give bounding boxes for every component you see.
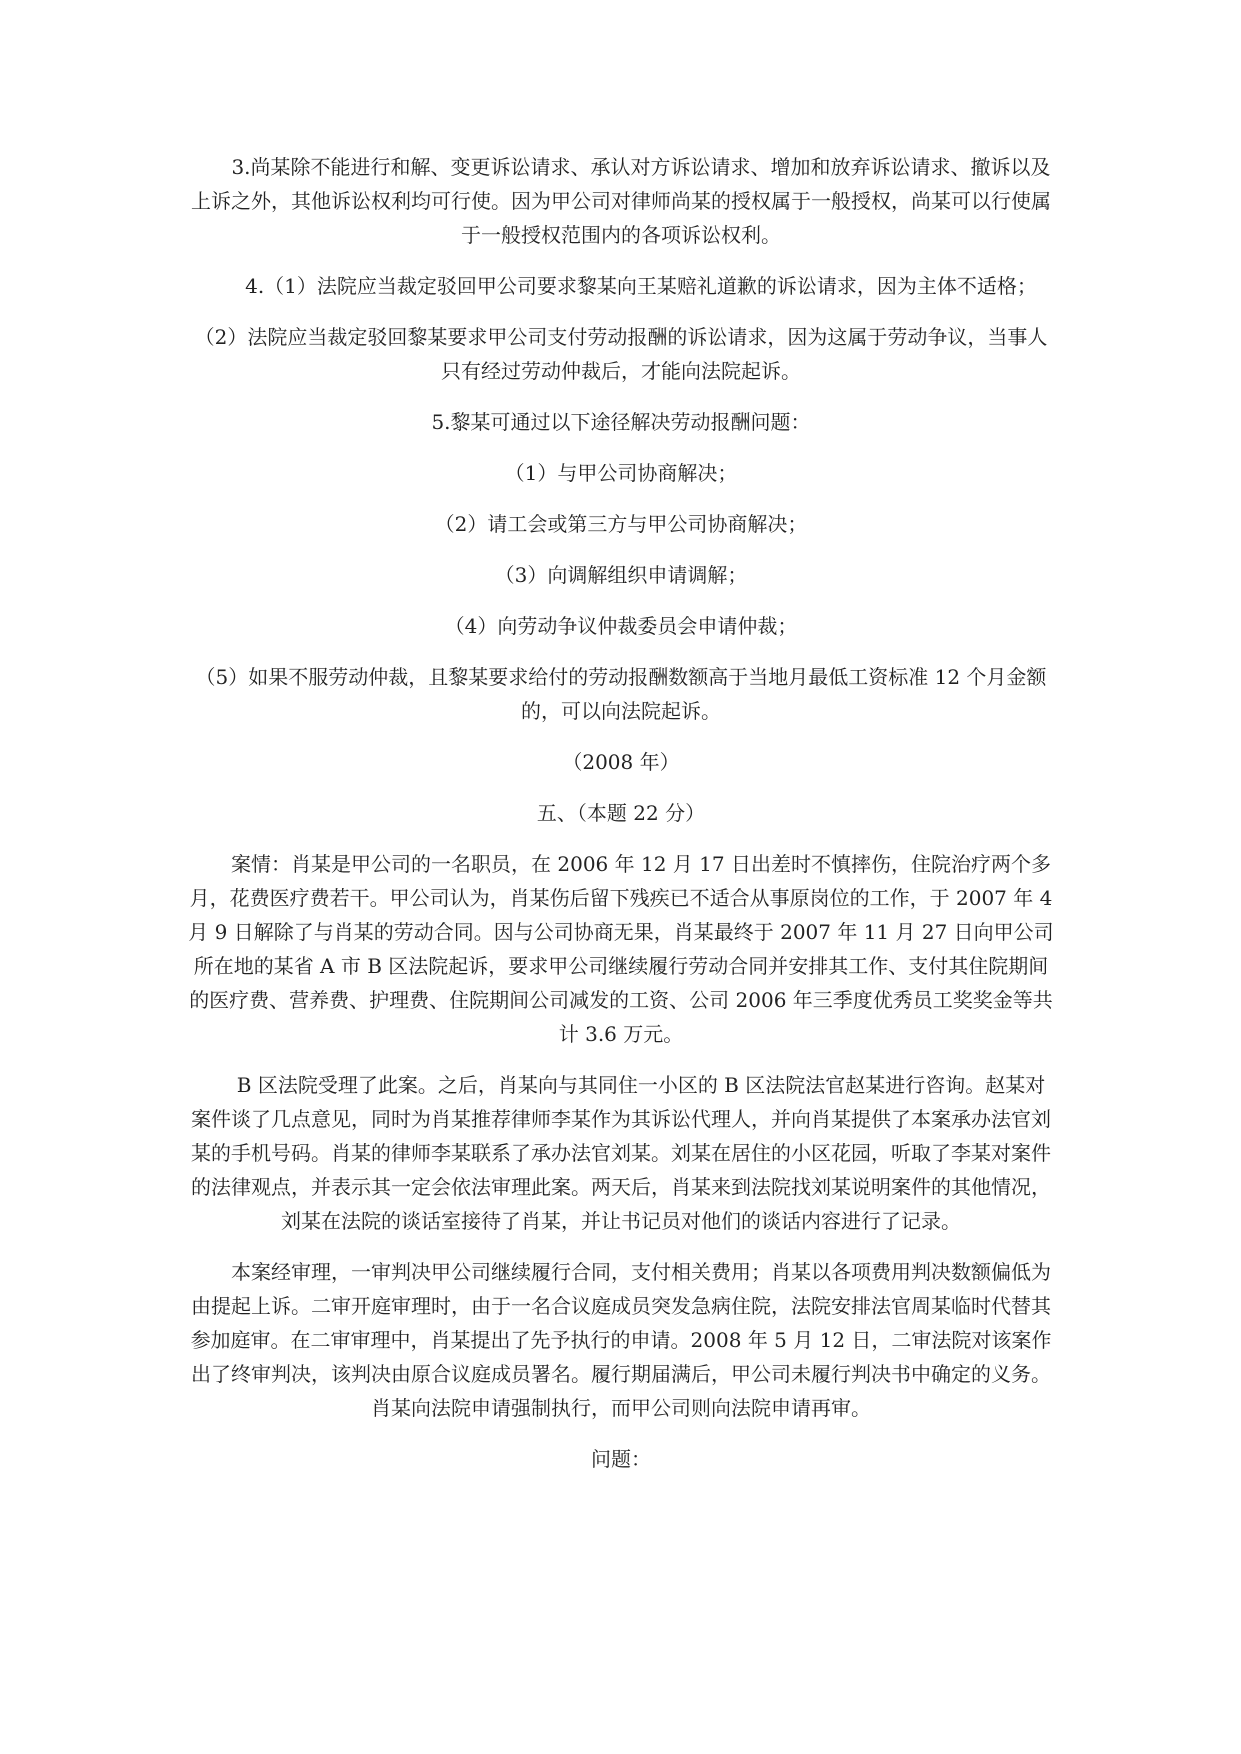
document-page [188,150,1054,1476]
answer-5-item-2: （2）请工会或第三方与甲公司协商解决； [434,512,808,536]
case-facts-paragraph-3: 本案经审理，一审判决甲公司继续履行合同，支付相关费用；肖某以各项费用判决数额偏低为由提起上诉。二审开庭审理时，由于一名合议庭成员突发急病住院，法院安排法官周某临时代替其参加庭审。在二审审理中，肖某提出了先予执行的申请。2008 年 5 月 12 日，二审法院对该案作出了终审判决，该判决由原合议庭成员署名。履行期届满后，甲公司未履行判决书中确定的义务。肖某向法院申请强制执行，而甲公司则向法院申请再审。 [190,1260,1052,1420]
answer-4-2-paragraph: （2）法院应当裁定驳回黎某要求甲公司支付劳动报酬的诉讼请求，因为这属于劳动争议，当事人只有经过劳动仲裁后，才能向法院起诉。 [194,325,1048,383]
answer-3-paragraph: 3.尚某除不能进行和解、变更诉讼请求、承认对方诉讼请求、增加和放弃诉讼请求、撤诉以及上诉之外，其他诉讼权利均可行使。因为甲公司对律师尚某的授权属于一般授权，尚某可以行使属于一般授权范围内的各项诉讼权利。 [191,155,1051,247]
answer-4-1-paragraph: 4.（1）法院应当裁定驳回甲公司要求黎某向王某赔礼道歉的诉讼请求，因为主体不适格； [245,274,1037,298]
answer-5-item-4: （4）向劳动争议仲裁委员会申请仲裁； [444,614,798,638]
answer-5-heading: 5.黎某可通过以下途径解决劳动报酬问题： [431,410,811,434]
section-heading: 五、（本题 22 分） [536,801,706,825]
case-facts-paragraph-2: B 区法院受理了此案。之后，肖某向与其同住一小区的 B 区法院法官赵某进行咨询。赵某对案件谈了几点意见，同时为肖某推荐律师李某作为其诉讼代理人，并向肖某提供了本案承办法官刘某的手机号码。肖某的律师李某联系了承办法官刘某。刘某在居住的小区花园，听取了李某对案件的法律观点，并表示其一定会依法审理此案。两天后，肖某来到法院找刘某说明案件的其他情况，刘某在法院的谈话室接待了肖某，并让书记员对他们的谈话内容进行了记录。 [191,1073,1051,1233]
answer-5-item-5: （5）如果不服劳动仲裁，且黎某要求给付的劳动报酬数额高于当地月最低工资标准 12 个月金额的，可以向法院起诉。 [195,665,1047,723]
case-facts-paragraph-1: 案情：肖某是甲公司的一名职员，在 2006 年 12 月 17 日出差时不慎摔伤，住院治疗两个多月，花费医疗费若干。甲公司认为，肖某伤后留下残疾已不适合从事原岗位的工作，于 2007 年 4 月 9 日解除了与肖某的劳动合同。因与公司协商无果，肖某最终于 2007 年 11 月 27 日向甲公司所在地的某省 A 市 B 区法院起诉，要求甲公司继续履行劳动合同并安排其工作、支付其住院期间的医疗费、营养费、护理费、住院期间公司减发的工资、公司 2006 年三季度优秀员工奖奖金等共计 3.6 万元。 [188,852,1054,1046]
answer-5-item-1: （1）与甲公司协商解决； [504,461,738,485]
questions-heading: 问题： [591,1447,651,1471]
answer-5-item-3: （3）向调解组织申请调解； [494,563,748,587]
year-heading: （2008 年） [562,750,680,774]
